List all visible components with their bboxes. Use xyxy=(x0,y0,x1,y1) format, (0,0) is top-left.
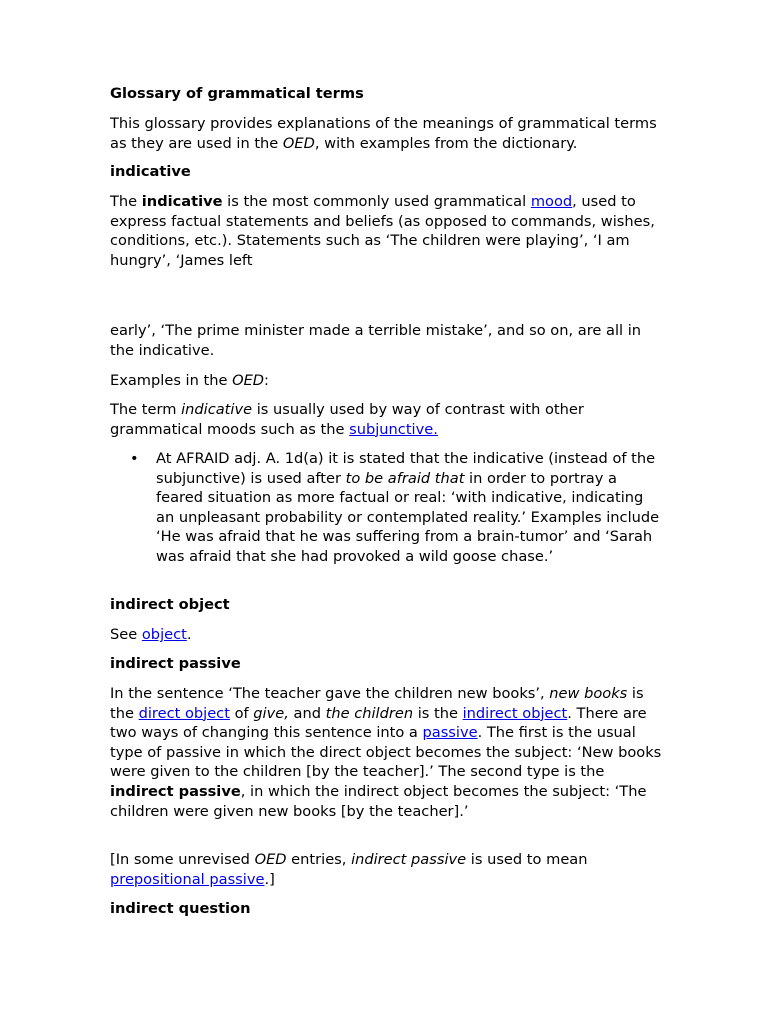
phrase-italic: to be afraid that xyxy=(345,469,465,487)
term-italic: indicative xyxy=(181,401,253,418)
indicative-definition-continued: early’, ‘The prime minister made a terrible mistake’, and so on, are all in the indicative. xyxy=(110,322,641,359)
text: . There are two ways of changing this sentence into a xyxy=(110,704,647,742)
text: , in which the indirect object becomes the subject: ‘The children were given new books [by the teacher].’ xyxy=(110,782,647,820)
text: The xyxy=(110,193,142,210)
text: [In some unrevised xyxy=(110,851,255,868)
text: The term xyxy=(110,401,182,418)
text: in order to portray a feared situation as more factual or real: ‘with indicative, indicating an unpleasant probability or contemplated reality.’ Examples include ‘He was afraid that he was suffering from a brain-tumor’ and ‘Sarah was afraid that she had provoked a wild goose chase.’ xyxy=(156,469,660,565)
oed-italic: OED xyxy=(254,851,287,868)
text: .] xyxy=(264,870,275,888)
indirect-passive-note xyxy=(110,850,662,889)
link-prepositional-passive[interactable]: prepositional passive xyxy=(110,870,265,888)
link-indirect-object[interactable]: indirect object xyxy=(462,704,568,722)
indirect-object-see xyxy=(110,625,662,645)
text: At AFRAID adj. A. 1d(a) it is stated that the indicative (instead of the subjunctive) is used after xyxy=(156,450,656,487)
text: is used to mean xyxy=(466,851,588,868)
intro-paragraph xyxy=(110,114,662,153)
heading-indirect-question: indirect question xyxy=(110,900,251,917)
text-italic: indirect passive xyxy=(351,851,467,868)
text: and xyxy=(288,704,326,722)
text: . xyxy=(186,626,192,643)
text: is the most commonly used grammatical xyxy=(222,193,531,210)
text: This glossary provides explanations of the meanings of grammatical terms as they are used in the xyxy=(110,115,657,152)
text: , used to express factual statements and beliefs (as opposed to commands, wishes, conditions, etc.). Statements such as ‘The children were playing’, ‘I am hungry’, ‘James left xyxy=(110,193,655,269)
indicative-definition xyxy=(110,192,662,270)
text: . The first is the usual type of passive in which the direct object becomes the subject: ‘New books were given to the children [by the teacher].’ The second type is the xyxy=(110,724,662,781)
link-direct-object[interactable]: direct object xyxy=(138,704,230,722)
examples-label xyxy=(110,371,662,391)
indirect-passive-definition xyxy=(110,684,662,821)
text: , with examples from the dictionary. xyxy=(314,134,578,152)
term-bold: indicative xyxy=(141,193,223,210)
text: of xyxy=(229,704,254,722)
text: Examples in the xyxy=(110,372,233,389)
link-mood[interactable]: mood xyxy=(530,193,573,210)
list-item xyxy=(110,449,662,567)
heading-indicative: indicative xyxy=(110,163,191,180)
text: is the xyxy=(110,685,644,722)
bullet-icon: • xyxy=(130,450,139,467)
text: See xyxy=(110,626,142,643)
text: entries, xyxy=(286,851,352,868)
text: In the sentence ‘The teacher gave the children new books’, xyxy=(110,685,550,702)
oed-italic: OED xyxy=(282,134,315,152)
text: is usually used by way of contrast with other grammatical moods such as the xyxy=(110,401,584,438)
text-italic: give, xyxy=(253,704,289,722)
text: is the xyxy=(413,704,463,722)
text: : xyxy=(264,372,269,389)
link-subjunctive[interactable]: subjunctive. xyxy=(349,420,438,438)
term-bold: indirect passive xyxy=(110,782,241,800)
text-italic: new books xyxy=(549,685,628,702)
heading-indirect-object: indirect object xyxy=(110,596,230,613)
indicative-usage xyxy=(110,400,662,439)
oed-italic: OED xyxy=(232,372,265,389)
link-object[interactable]: object xyxy=(141,626,187,643)
text-italic: the children xyxy=(325,704,414,722)
page-title: Glossary of grammatical terms xyxy=(110,85,364,102)
examples-list xyxy=(110,449,662,567)
link-passive[interactable]: passive xyxy=(422,724,478,742)
heading-indirect-passive: indirect passive xyxy=(110,655,241,672)
